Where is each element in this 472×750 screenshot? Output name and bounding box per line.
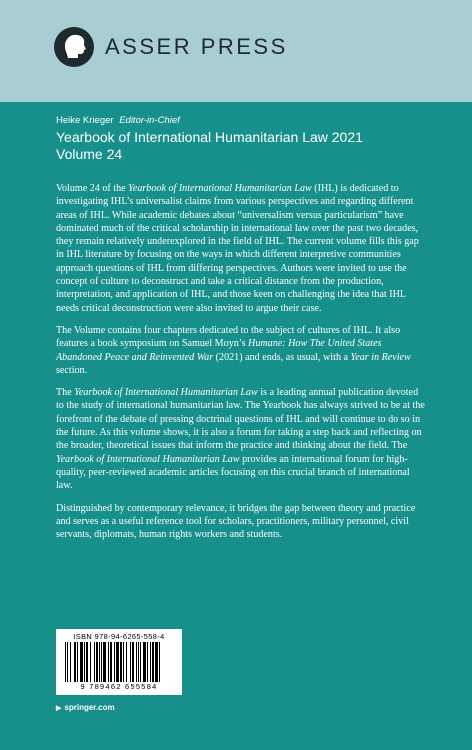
- paragraph-text: Distinguished by contemporary relevance, it bridges the gap between theory and practice and serves as a useful reference tool for scholars, practitioners, military personnel, civil servants, diplomats, human rights workers and students.: [56, 502, 416, 541]
- isbn-label: ISBN 978-94-6265-558-4: [73, 632, 165, 641]
- italic-title-text: Yearbook of International Humanitarian Law: [74, 387, 258, 399]
- italic-title-text: Year in Review: [350, 351, 411, 363]
- barcode-bar: [132, 642, 134, 682]
- barcode-bar: [126, 642, 127, 682]
- paragraph-text: section.: [56, 364, 88, 376]
- blurb-paragraph: [56, 502, 426, 542]
- barcode-bar: [136, 642, 137, 682]
- publisher-name: ASSER PRESS: [105, 34, 288, 59]
- editor-name: Heike Krieger: [56, 115, 114, 126]
- book-volume: Volume 24: [56, 146, 123, 162]
- barcode-bar: [70, 642, 71, 682]
- paragraph-text: provides an international forum for high-quality, peer-reviewed academic articles focusing on this crucial branch of international law.: [56, 453, 410, 492]
- website-text: springer.com: [64, 703, 115, 712]
- barcode-bars: [63, 642, 175, 682]
- publisher-logo: [54, 27, 288, 67]
- barcode-bar: [96, 642, 98, 682]
- barcode-bar: [120, 642, 122, 682]
- barcode-bar: [155, 642, 158, 682]
- ean-digits: 9 789462 655584: [80, 682, 158, 691]
- publisher-band: [0, 0, 472, 102]
- barcode-bar: [108, 642, 109, 682]
- barcode-bar: [143, 642, 146, 682]
- barcode-bar: [138, 642, 139, 682]
- barcode-bar: [150, 642, 151, 682]
- italic-title-text: Yearbook of International Humanitarian Law: [128, 183, 312, 194]
- barcode-bar: [65, 642, 66, 682]
- triangle-right-icon: ▶: [56, 705, 62, 712]
- barcode-bar: [123, 642, 124, 682]
- paragraph-text: The Volume contains four chapters dedicated to the subject of cultures of IHL. It also features a book symposium on Samuel Moyn’s: [56, 324, 401, 350]
- barcode-bar: [101, 642, 102, 682]
- barcode-bar: [67, 642, 68, 682]
- barcode-bar: [103, 642, 106, 682]
- paragraph-text: (IHL) is dedicated to investigating IHL’s universalist claims from various perspectives and regarding different areas of IHL. While academic debates about “universalism versus particularism” have dominated much of the critical scholarship in international law over the past two decades, they remain relatively underexplored in the field of IHL. The current volume fills this gap in IHL literature by focusing on the ways in which different interpretive communities approach questions of IHL from differing perspectives. Authors were invited to use the concept of culture to deconstruct and take a critical distance from the production, interpretation, and application of IHL, and those keen on challenging the idea that IHL needs critical deconstruction were also invited to argue their case.: [56, 183, 419, 314]
- paragraph-text: The: [56, 387, 75, 399]
- barcode-bar: [116, 642, 119, 682]
- paragraph-text: Volume 24 of the: [56, 183, 129, 194]
- barcode-bar: [77, 642, 78, 682]
- barcode-bar: [94, 642, 95, 682]
- barcode-bar: [84, 642, 85, 682]
- editor-role: Editor-in-Chief: [119, 115, 180, 126]
- barcode-bar: [80, 642, 83, 682]
- paragraph-text: (2021) and ends, as usual, with a: [213, 351, 351, 363]
- paragraph-text: is a leading annual publication devoted to the study of international humanitarian law. The Yearbook has always strived to be at the forefront of the debate of pressing doctrinal questions of IHL and will continue to do so in the future. As this volume shows, it is also a forum for taking a step back and reflecting on the broader, theoretical issues that inform the practice and thinking about the field. The: [56, 387, 425, 452]
- profile-head-icon: [54, 27, 94, 67]
- isbn-barcode: [56, 629, 182, 695]
- editor-line: [56, 114, 436, 127]
- italic-title-text: Humane: How The United States Abandoned Peace and Reinvented War: [56, 338, 382, 363]
- barcode-bar: [114, 642, 115, 682]
- barcode-bar: [86, 642, 88, 682]
- barcode-bar: [159, 642, 160, 682]
- barcode-bar: [152, 642, 154, 682]
- blurb-paragraph: [56, 182, 426, 315]
- barcode-bar: [147, 642, 148, 682]
- barcode-bar: [99, 642, 100, 682]
- barcode-bar: [90, 642, 91, 682]
- masthead: [56, 114, 436, 163]
- blurb: [56, 182, 426, 550]
- book-title: Yearbook of International Humanitarian Law 2021: [56, 129, 363, 145]
- italic-title-text: Yearbook of International Humanitarian Law: [56, 453, 240, 465]
- barcode-bar: [130, 642, 131, 682]
- barcode-bar: [140, 642, 141, 682]
- blurb-paragraph: [56, 386, 426, 492]
- blurb-paragraph: [56, 324, 426, 377]
- barcode-bar: [110, 642, 112, 682]
- website-link[interactable]: [56, 703, 115, 712]
- barcode-bar: [74, 642, 76, 682]
